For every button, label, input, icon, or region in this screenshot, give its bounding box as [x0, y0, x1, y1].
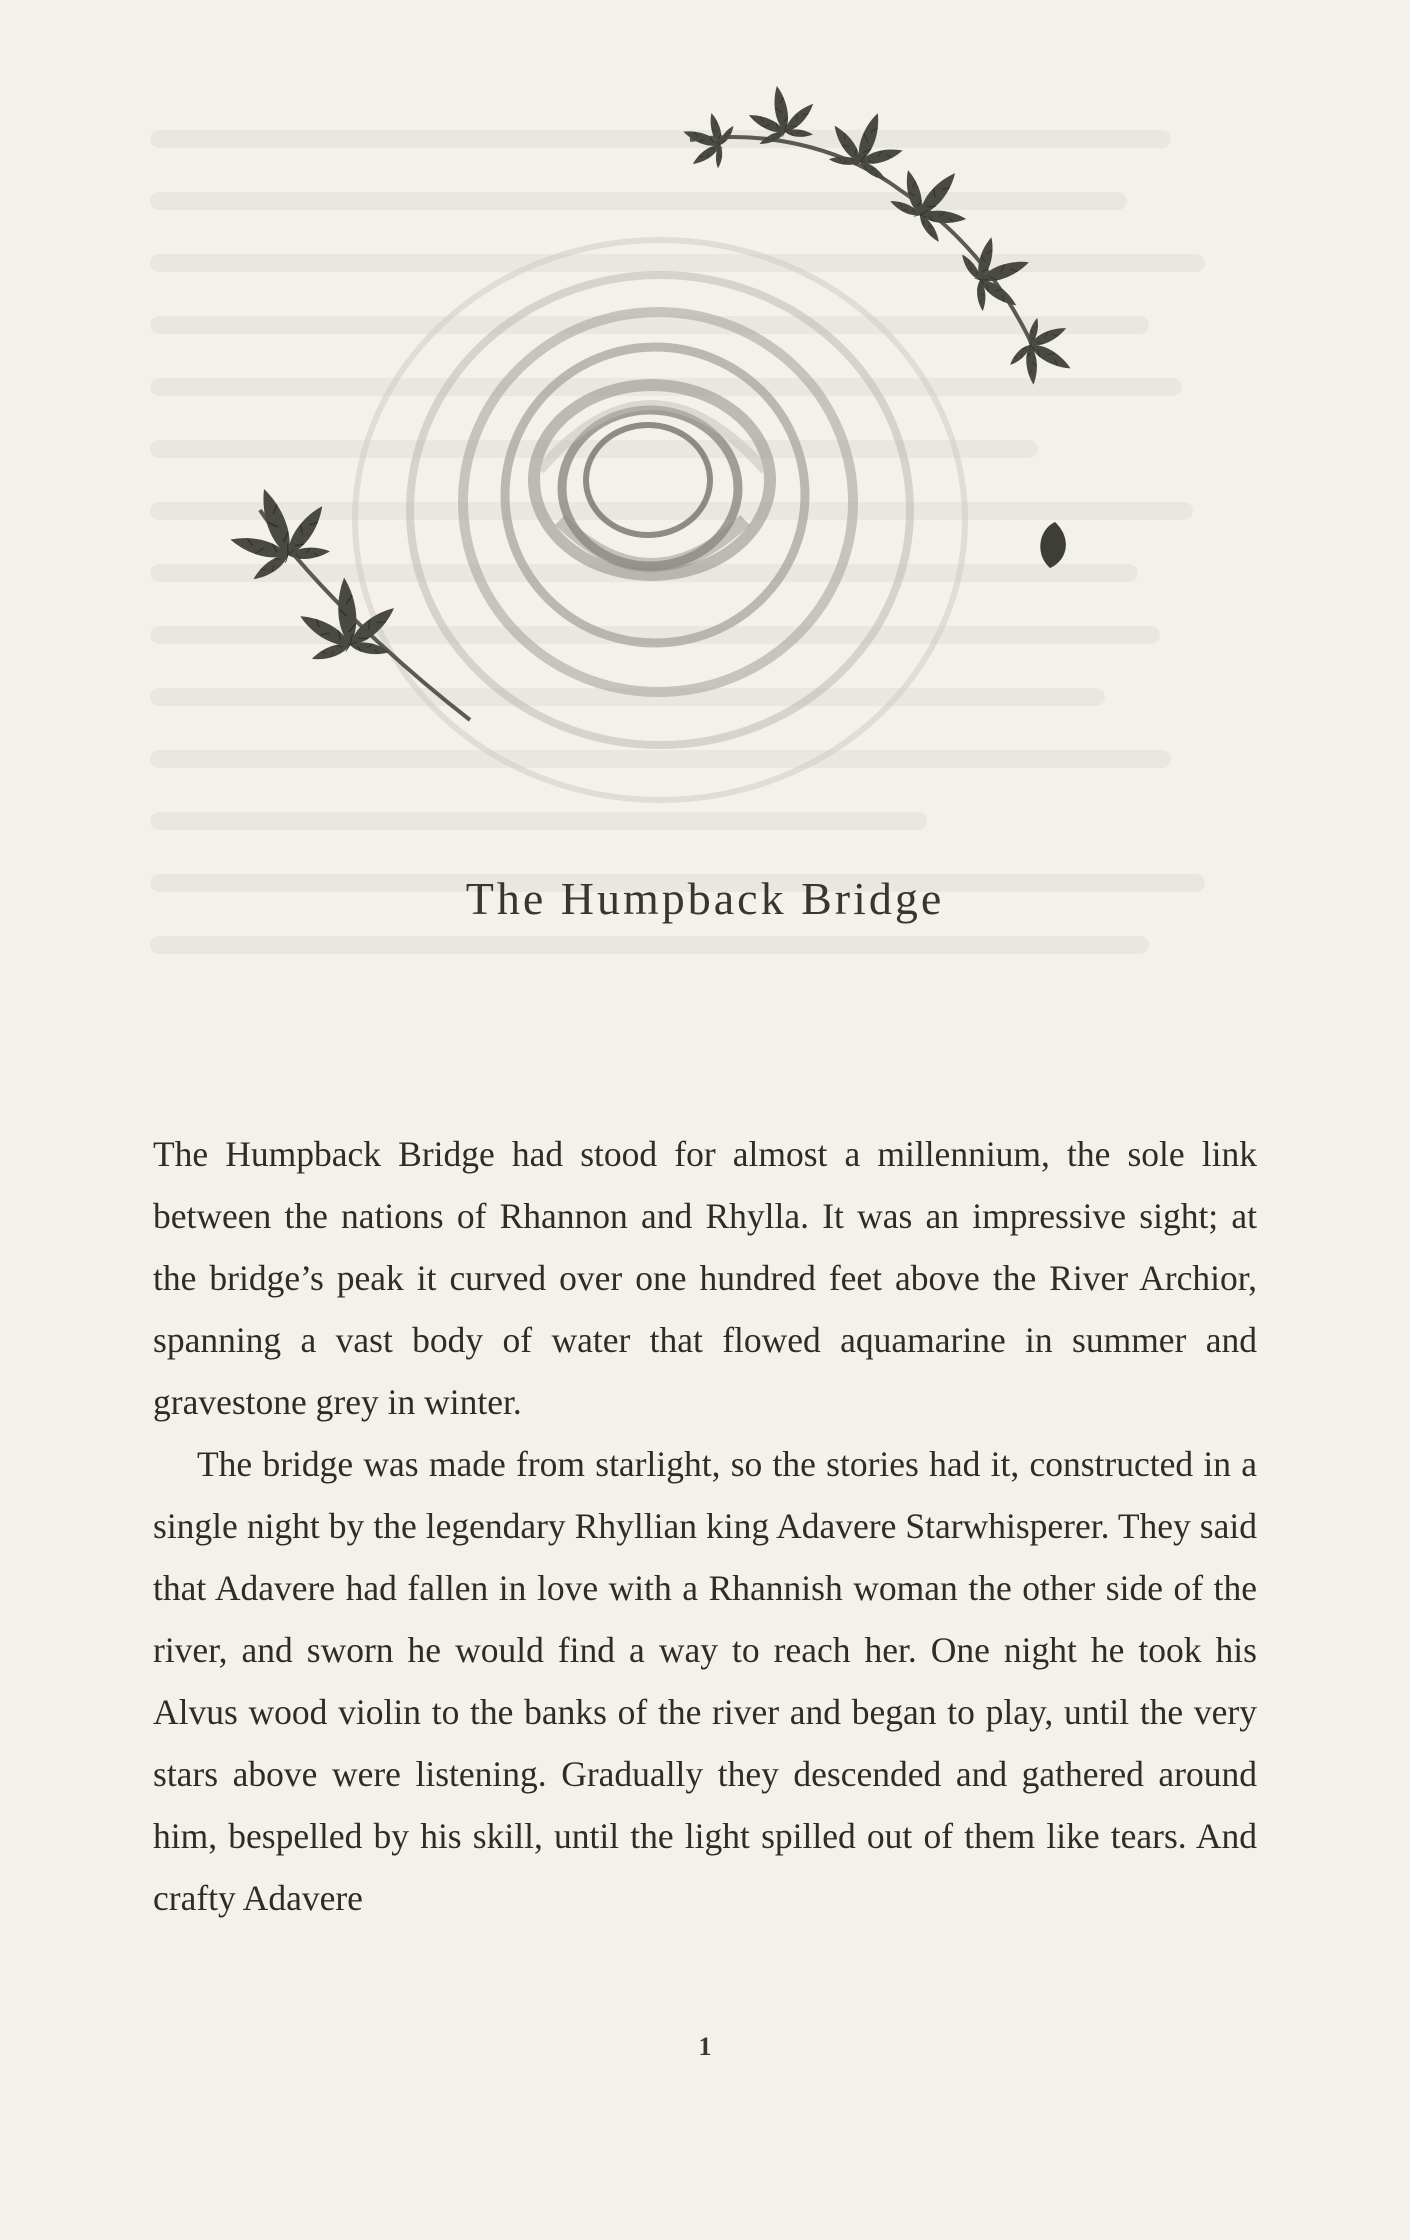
- paragraph: The bridge was made from starlight, so the stories had it, constructed in a single night by the legendary Rhyllian king Adavere Starwhisperer. They said that Adavere had fallen in love with a Rhannish woman the other side of the river, and sworn he would find a way to reach her. One night he took his Alvus wood violin to the banks of the river and began to play, until the very stars above were listening. Gradually they descended and gathered around him, bespelled by his skill, until the light spilled out of them like tears. And crafty Adavere: [153, 1444, 1257, 1918]
- vine-leaves-icon: [673, 80, 1088, 399]
- chapter-title: The Humpback Bridge: [465, 873, 945, 924]
- paragraph: The Humpback Bridge had stood for almost a millennium, the sole link between the nations of Rhannon and Rhylla. It was an impressive sight; at the bridge’s peak it curved over one hundred feet above the River Archior, spanning a vast body of water that flowed aquamarine in summer and gravestone grey in winter.: [153, 1134, 1257, 1422]
- chapter-body: [153, 1123, 1257, 1929]
- falling-leaf-icon: [1040, 522, 1066, 568]
- chapter-ornament: [200, 50, 1150, 840]
- water-ripple-icon: [355, 240, 965, 800]
- page-number: 1: [698, 2032, 712, 2061]
- branch-leaves-icon: [214, 471, 470, 720]
